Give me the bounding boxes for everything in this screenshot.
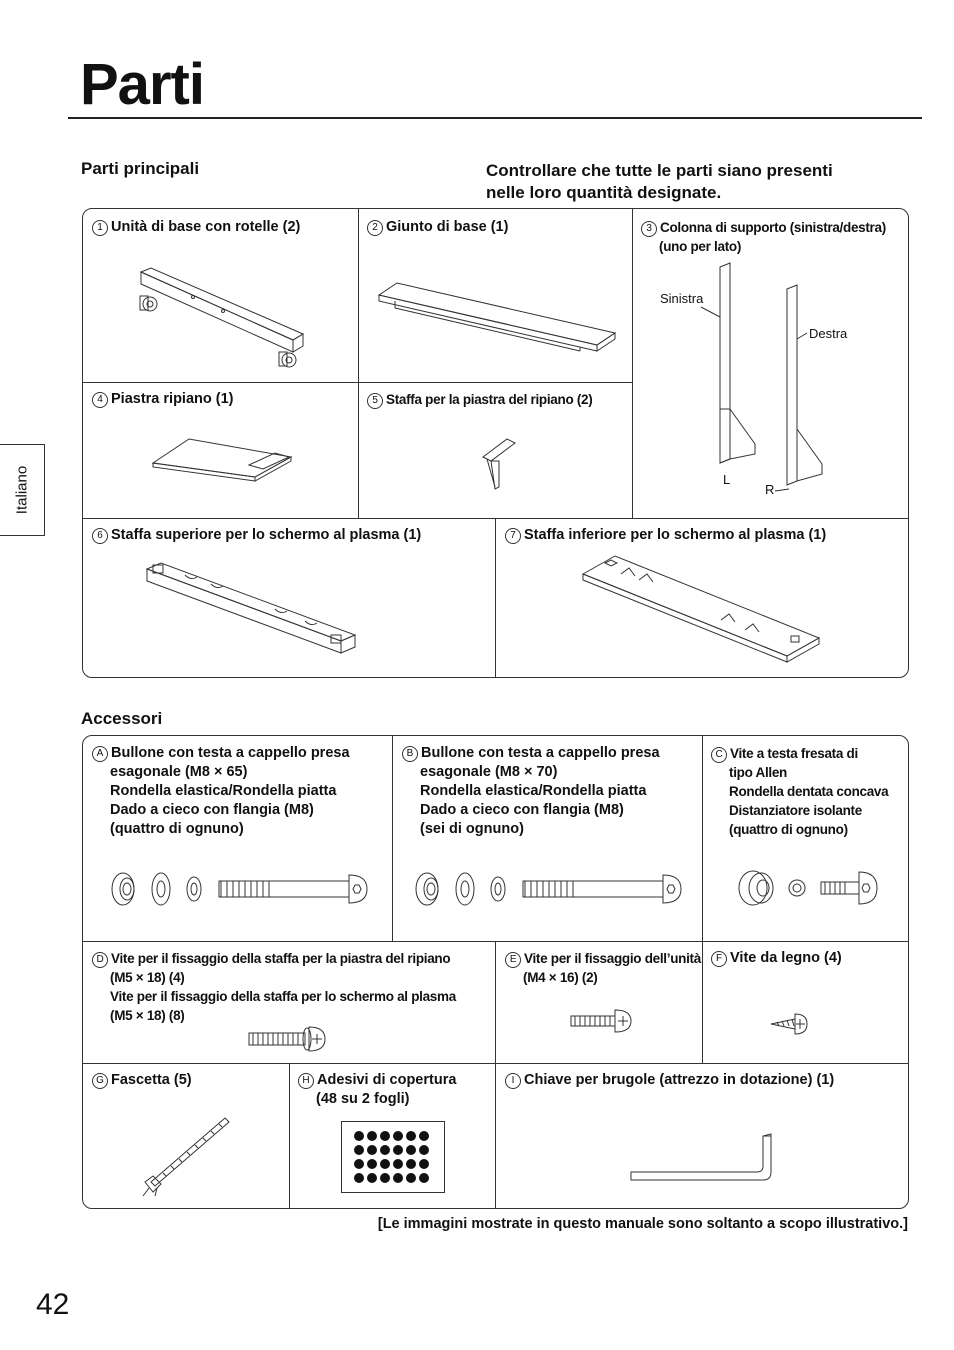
wood-screw-drawing (769, 1013, 809, 1035)
cover-stickers-drawing (341, 1121, 446, 1193)
part-4-label: 4 Piastra ripiano (1) (92, 390, 233, 409)
accessory-f-label: F Vite da legno (4) (711, 949, 842, 968)
main-parts-table (82, 208, 909, 678)
illustrative-disclaimer: [Le immagini mostrate in questo manuale sono soltanto a scopo illustrativo.] (377, 1216, 908, 1232)
accessory-d-label: D Vite per il fissaggio della staffa per la piastra del ripiano (M5 × 18) (4) Vite per il fissaggio della staffa per lo schermo al plasma (M5 × 18) (8) (92, 949, 456, 1025)
allen-key-drawing (629, 1132, 775, 1184)
accessory-g-label: G Fascetta (5) (92, 1071, 192, 1090)
accessory-a-label: A Bullone con testa a cappello presa esagonale (M8 × 65) Rondella elastica/Rondella piatta Dado a cieco con flangia (M8) (quattro di ognuno) (92, 744, 350, 839)
page-title: Parti (80, 52, 204, 117)
upper-bracket-drawing (145, 559, 360, 659)
language-tab (0, 444, 45, 536)
accessories-heading: Accessori (81, 709, 163, 728)
allen-screw-set-drawing (737, 870, 882, 910)
support-columns-drawing (703, 259, 833, 499)
part-6-label: 6 Staffa superiore per lo schermo al plasma (1) (92, 526, 421, 545)
accessory-c-label: C Vite a testa fresata di tipo Allen Rondella dentata concava Distanziatore isolante (quattro di ognuno) (711, 744, 888, 839)
left-column-annotation: Sinistra (660, 291, 704, 306)
shelf-plate-drawing (151, 435, 293, 480)
accessory-b-label: B Bullone con testa a cappello presa esagonale (M8 × 70) Rondella elastica/Rondella piatta Dado a cieco con flangia (M8) (sei di ognuno) (402, 744, 660, 839)
part-2-label: 2 Giunto di base (1) (367, 218, 508, 237)
title-rule (68, 117, 922, 119)
language-tab-label: Italiano (13, 465, 31, 515)
base-joint-drawing (375, 281, 615, 356)
part-1-label: 1 Unità di base con rotelle (2) (92, 218, 300, 237)
part-3-label: 3 Colonna di supporto (sinistra/destra) (uno per lato) (641, 218, 886, 256)
bolt-set-b-drawing (413, 871, 685, 907)
m5-screw-drawing (247, 1025, 329, 1053)
page-number: 42 (36, 1288, 70, 1321)
right-column-annotation: Destra (809, 326, 848, 341)
l-marker: L (723, 472, 731, 487)
r-marker: R (765, 482, 775, 497)
lower-bracket-drawing (581, 554, 823, 664)
base-unit-casters-drawing (133, 264, 313, 369)
part-7-label: 7 Staffa inferiore per lo schermo al plasma (1) (505, 526, 826, 545)
bolt-set-a-drawing (109, 871, 369, 907)
accessory-e-label: E Vite per il fissaggio dell’unità (M4 × 16) (2) (505, 949, 701, 987)
cable-tie-drawing (139, 1116, 231, 1200)
part-5-label: 5 Staffa per la piastra del ripiano (2) (367, 390, 592, 409)
accessory-i-label: I Chiave per brugole (attrezzo in dotazione) (1) (505, 1071, 834, 1090)
accessories-table (82, 735, 909, 1209)
check-parts-note: Controllare che tutte le parti siano presenti nelle loro quantità designate. (486, 161, 833, 202)
main-parts-heading: Parti principali (81, 159, 200, 178)
shelf-bracket-drawing (481, 437, 517, 492)
m4-screw-drawing (569, 1008, 635, 1034)
accessory-h-label: H Adesivi di copertura (48 su 2 fogli) (298, 1071, 456, 1109)
